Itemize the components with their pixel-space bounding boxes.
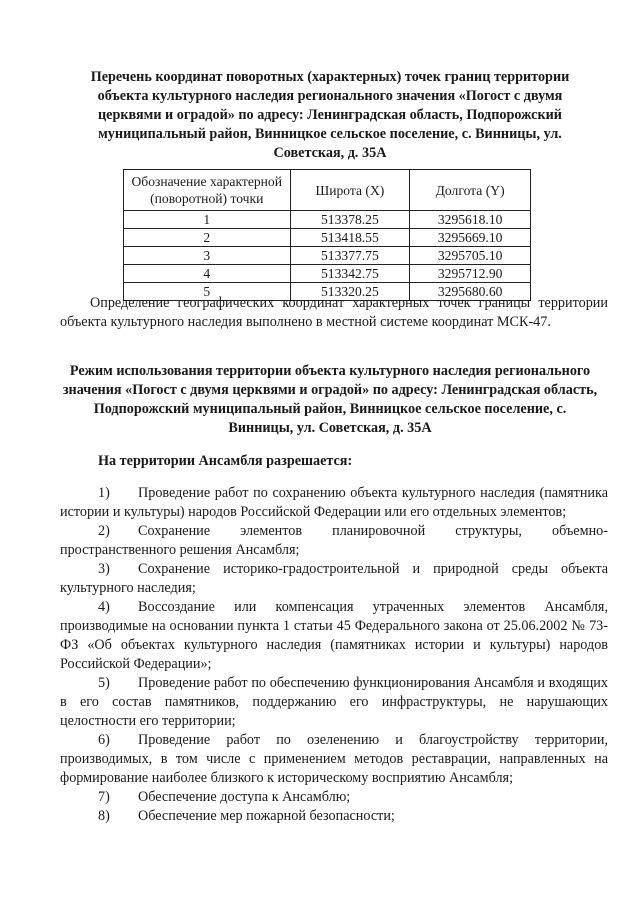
longitude-cell: 3295680.60: [410, 283, 531, 301]
table-row: [124, 247, 531, 265]
latitude-cell: 513378.25: [290, 211, 410, 229]
list-item: [60, 522, 608, 560]
latitude-cell: 513342.75: [290, 265, 410, 283]
item-number: 2): [98, 523, 110, 539]
item-number: 3): [98, 561, 110, 577]
permitted-list: [60, 484, 608, 826]
item-text: Сохранение элементов планировочной структуры, объемно-пространственного решения Ансамбля;: [60, 523, 608, 558]
item-text: Воссоздание или компенсация утраченных элементов Ансамбля, производимые на основании пункта 1 статьи 45 Федерального закона от 25.06.2002 № 73-ФЗ «Об объектах культурного наследия (памятниках истории и культуры) народов Российской Федерации»;: [60, 599, 608, 672]
longitude-cell: 3295618.10: [410, 211, 531, 229]
point-cell: 3: [124, 247, 291, 265]
item-number: 8): [98, 808, 110, 824]
header-point: Обозначение характерной (поворотной) точки: [124, 170, 291, 211]
item-number: 4): [98, 599, 110, 615]
list-item: [60, 484, 608, 522]
point-cell: 5: [124, 283, 291, 301]
item-number: 6): [98, 732, 110, 748]
table-header-row: [124, 170, 531, 211]
item-text: Сохранение историко-градостроительной и природной среды объекта культурного наследия;: [60, 561, 608, 596]
list-item: [60, 731, 608, 788]
table-row: [124, 265, 531, 283]
usage-regime-heading: Режим использования территории объекта культурного наследия регионального значения «Погост с двумя церквями и оградой» по адресу: Ленинградская область, Подпорожский муниципальный район, Винницкое сельское поселение, с. Винницы, ул. Советская, д. 35А: [62, 363, 598, 436]
item-number: 5): [98, 675, 110, 691]
longitude-cell: 3295669.10: [410, 229, 531, 247]
header-longitude: Долгота (Y): [410, 170, 531, 211]
item-number: 7): [98, 789, 110, 805]
longitude-cell: 3295712.90: [410, 265, 531, 283]
item-text: Обеспечение мер пожарной безопасности;: [138, 808, 395, 824]
item-text: Проведение работ по озеленению и благоустройству территории, производимых, в том числе с применением методов реставрации, направленных на формирование наиболее близкого к историческому восприятию Ансамбля;: [60, 732, 608, 786]
point-cell: 2: [124, 229, 291, 247]
header-latitude: Широта (X): [290, 170, 410, 211]
table-row: [124, 229, 531, 247]
point-cell: 1: [124, 211, 291, 229]
list-item: [60, 807, 608, 826]
coordinates-heading: Перечень координат поворотных (характерных) точек границ территории объекта культурного наследия регионального значения «Погост с двумя церквями и оградой» по адресу: Ленинградская область, Подпорожский муниципальный район, Винницкое сельское поселение, с. Винницы, ул. Советская, д. 35А: [90, 69, 570, 161]
coordinates-table: [123, 169, 531, 301]
table-row: [124, 211, 531, 229]
coordinate-system-note: Определение географических координат характерных точек границы территории объекта культурного наследия выполнено в местной системе координат МСК-47.: [60, 295, 608, 330]
list-item: [60, 560, 608, 598]
list-item: [60, 598, 608, 674]
list-item: [60, 674, 608, 731]
latitude-cell: 513320.25: [290, 283, 410, 301]
item-text: Проведение работ по сохранению объекта культурного наследия (памятника истории и культуры) народов Российской Федерации или его отдельных элементов;: [60, 485, 608, 520]
list-item: [60, 788, 608, 807]
item-text: Обеспечение доступа к Ансамблю;: [138, 789, 351, 805]
latitude-cell: 513418.55: [290, 229, 410, 247]
longitude-cell: 3295705.10: [410, 247, 531, 265]
item-text: Проведение работ по обеспечению функционирования Ансамбля и входящих в его состав памятников, поддержанию его инфраструктуры, не нарушающих целостности его территории;: [60, 675, 608, 729]
point-cell: 4: [124, 265, 291, 283]
latitude-cell: 513377.75: [290, 247, 410, 265]
permitted-subheading: На территории Ансамбля разрешается:: [98, 453, 353, 469]
item-number: 1): [98, 485, 110, 501]
